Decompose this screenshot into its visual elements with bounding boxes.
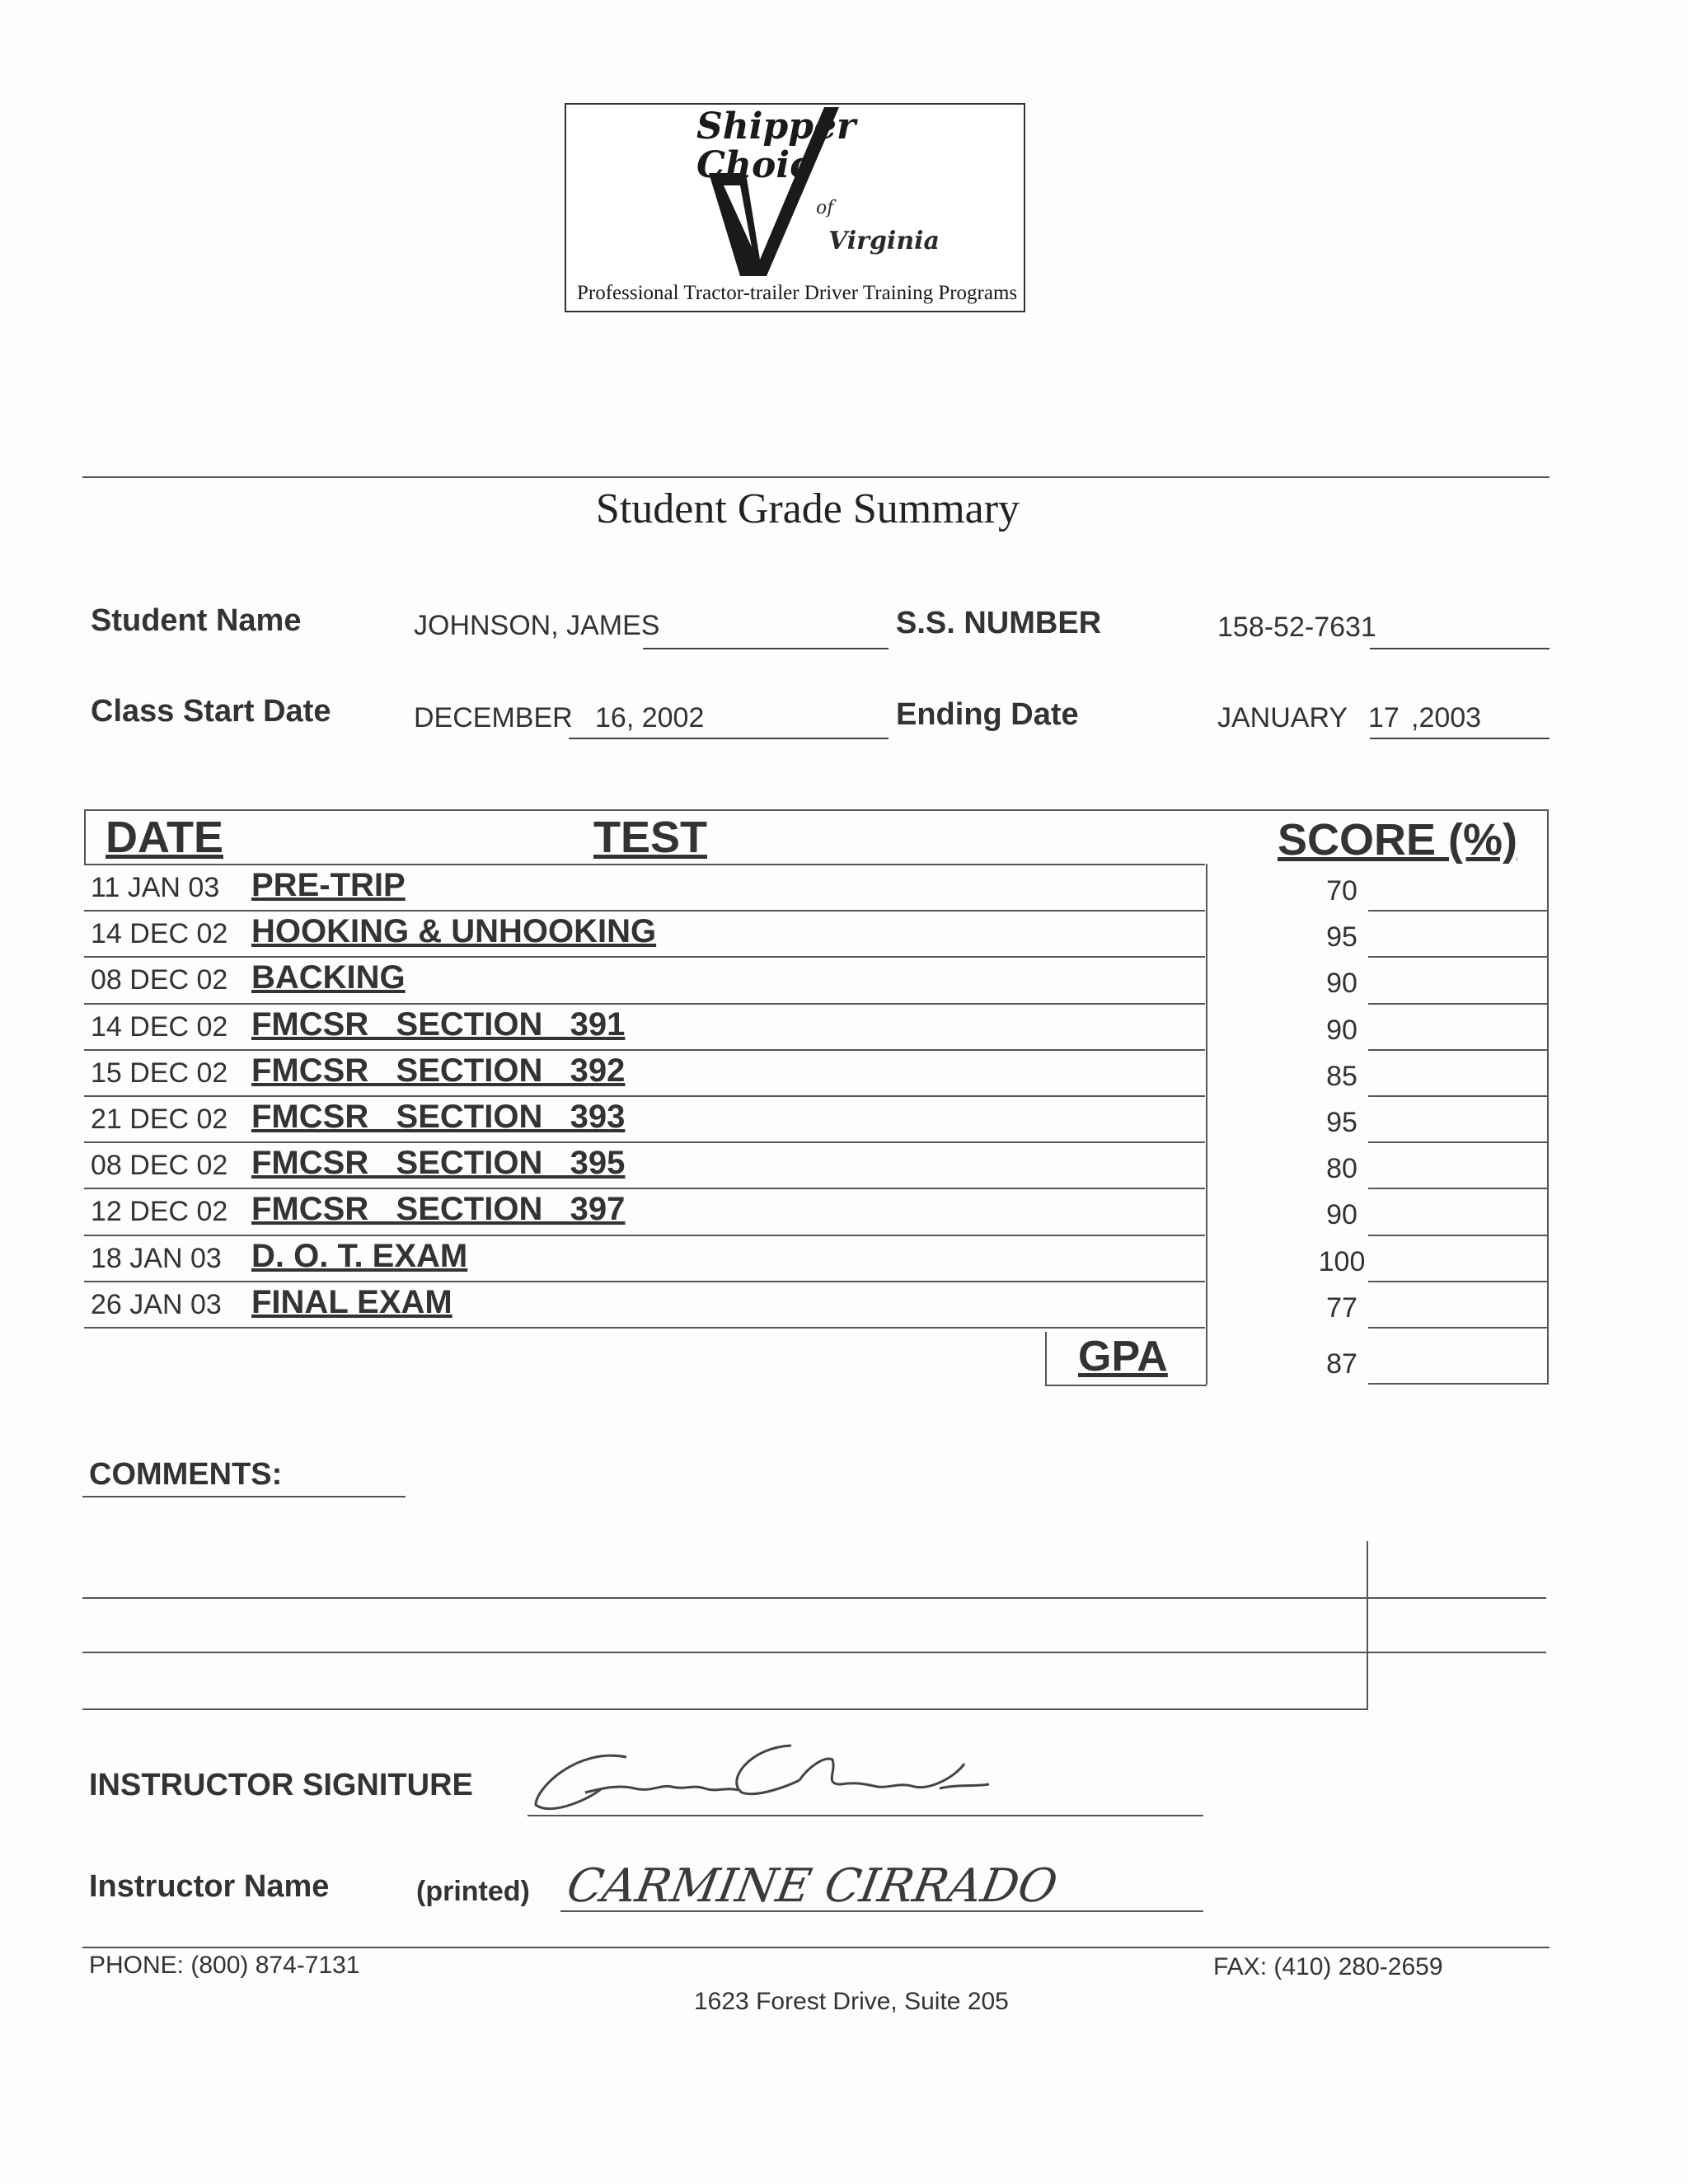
row-test: BACKING — [251, 959, 406, 996]
row-date: 15 DEC 02 — [91, 1057, 228, 1089]
start-day-value: 16, 2002 — [595, 702, 705, 733]
row-date: 11 JAN 03 — [91, 872, 220, 903]
row-score: 90 — [1326, 968, 1357, 1000]
end-month-value: JANUARY — [1217, 702, 1348, 733]
comments-line-2 — [82, 1652, 1546, 1653]
row-score: 95 — [1326, 921, 1357, 954]
row-date: 26 JAN 03 — [91, 1288, 222, 1320]
row-score: 95 — [1326, 1107, 1357, 1138]
row-score: 100 — [1318, 1245, 1366, 1277]
row-score: 77 — [1326, 1291, 1357, 1324]
logo-text-of: of — [816, 198, 834, 218]
table-header-rule — [84, 864, 1205, 865]
end-day-value: 17 — [1368, 702, 1400, 733]
row-rule — [84, 1003, 1205, 1005]
score-rule — [1368, 1327, 1548, 1329]
row-rule — [84, 1141, 1205, 1143]
row-score: 90 — [1326, 1199, 1357, 1231]
ss-number-line — [1370, 648, 1550, 649]
start-date-line — [569, 738, 889, 739]
instructor-signature — [528, 1739, 1104, 1821]
col-header-test: TEST — [593, 813, 708, 862]
score-rule — [1368, 1141, 1548, 1143]
col-header-date: DATE — [106, 813, 223, 862]
score-rule — [1368, 910, 1548, 912]
row-test: FMCSR SECTION 393 — [251, 1099, 626, 1135]
comments-line-3 — [82, 1708, 1367, 1710]
ending-date-label: Ending Date — [896, 697, 1079, 732]
row-rule — [84, 910, 1205, 912]
score-rule — [1368, 1003, 1548, 1005]
row-date: 21 DEC 02 — [91, 1104, 228, 1135]
ss-number-label: S.S. NUMBER — [896, 606, 1102, 640]
row-date: 14 DEC 02 — [91, 1010, 228, 1043]
row-score: 80 — [1326, 1153, 1357, 1185]
row-date: 14 DEC 02 — [91, 918, 228, 950]
logo-text-virginia: Virginia — [828, 227, 940, 255]
row-test: PRE-TRIP — [251, 867, 406, 903]
row-test: FMCSR SECTION 392 — [251, 1052, 626, 1089]
col-header-score: SCORE (%) — [1278, 815, 1518, 865]
signature-line — [528, 1815, 1203, 1816]
row-date: 08 DEC 02 — [91, 1150, 228, 1182]
row-test: D. O. T. EXAM — [251, 1237, 468, 1274]
row-test: FINAL EXAM — [251, 1283, 452, 1320]
row-date: 08 DEC 02 — [91, 964, 228, 996]
end-year-value: ,2003 — [1411, 702, 1482, 733]
row-test: FMCSR SECTION 397 — [251, 1191, 626, 1228]
row-score: 85 — [1326, 1060, 1357, 1092]
class-start-date-label: Class Start Date — [91, 694, 331, 729]
student-name-value: JOHNSON, JAMES — [414, 610, 660, 641]
row-rule — [84, 1327, 1205, 1329]
row-score: 70 — [1326, 875, 1357, 907]
footer-address: 1623 Forest Drive, Suite 205 — [694, 1988, 1009, 2015]
page-title: Student Grade Summary — [595, 485, 1020, 532]
gpa-label: GPA — [1078, 1333, 1168, 1380]
row-test: HOOKING & UNHOOKING — [251, 913, 657, 950]
svg-text:CARMINE CIRRADO: CARMINE CIRRADO — [563, 1859, 1062, 1913]
ss-number-value: 158-52-7631 — [1217, 612, 1376, 643]
comments-underline — [82, 1496, 406, 1497]
instructor-printed-name — [563, 1834, 1062, 1916]
student-name-label: Student Name — [91, 603, 302, 638]
printed-name-line — [560, 1910, 1203, 1912]
student-name-line — [643, 648, 889, 649]
score-rule — [1368, 1095, 1548, 1097]
footer-fax: FAX: (410) 280-2659 — [1213, 1953, 1443, 1980]
end-date-line — [1370, 738, 1550, 739]
footer-phone: PHONE: (800) 874-7131 — [89, 1952, 360, 1979]
row-rule — [84, 1095, 1205, 1097]
row-test: FMCSR SECTION 395 — [251, 1145, 626, 1182]
row-date: 12 DEC 02 — [91, 1196, 228, 1228]
gpa-value: 87 — [1326, 1348, 1357, 1380]
row-score: 90 — [1326, 1014, 1357, 1046]
comments-line-1 — [82, 1597, 1546, 1599]
score-rule — [1368, 1281, 1548, 1282]
row-rule — [84, 1235, 1205, 1236]
comments-label: COMMENTS: — [89, 1457, 283, 1492]
footer-rule — [82, 1947, 1550, 1948]
table-left-border — [84, 809, 86, 864]
title-rule — [82, 476, 1550, 478]
score-rule — [1368, 1235, 1548, 1236]
instructor-signature-label: INSTRUCTOR SIGNITURE — [89, 1768, 473, 1802]
logo-text-shipper: Shipper — [696, 105, 856, 148]
row-rule — [84, 956, 1205, 958]
logo-tagline: Professional Tractor-trailer Driver Training Programs — [577, 282, 1018, 304]
row-test: FMCSR SECTION 391 — [251, 1005, 626, 1043]
instructor-name-label: Instructor Name — [89, 1869, 330, 1904]
score-rule — [1368, 956, 1548, 958]
gpa-rule — [1368, 1383, 1548, 1385]
row-rule — [84, 1281, 1205, 1282]
row-rule — [84, 1049, 1205, 1051]
comments-divider — [1367, 1541, 1368, 1710]
printed-label: (printed) — [416, 1876, 530, 1907]
start-month-value: DECEMBER — [414, 702, 573, 733]
score-rule — [1368, 1188, 1548, 1189]
table-score-divider — [1206, 864, 1207, 1385]
table-right-border — [1547, 809, 1549, 1385]
score-rule — [1368, 1049, 1548, 1051]
row-date: 18 JAN 03 — [91, 1242, 222, 1274]
row-rule — [84, 1188, 1205, 1189]
logo-text-choice: Choic — [696, 144, 812, 186]
